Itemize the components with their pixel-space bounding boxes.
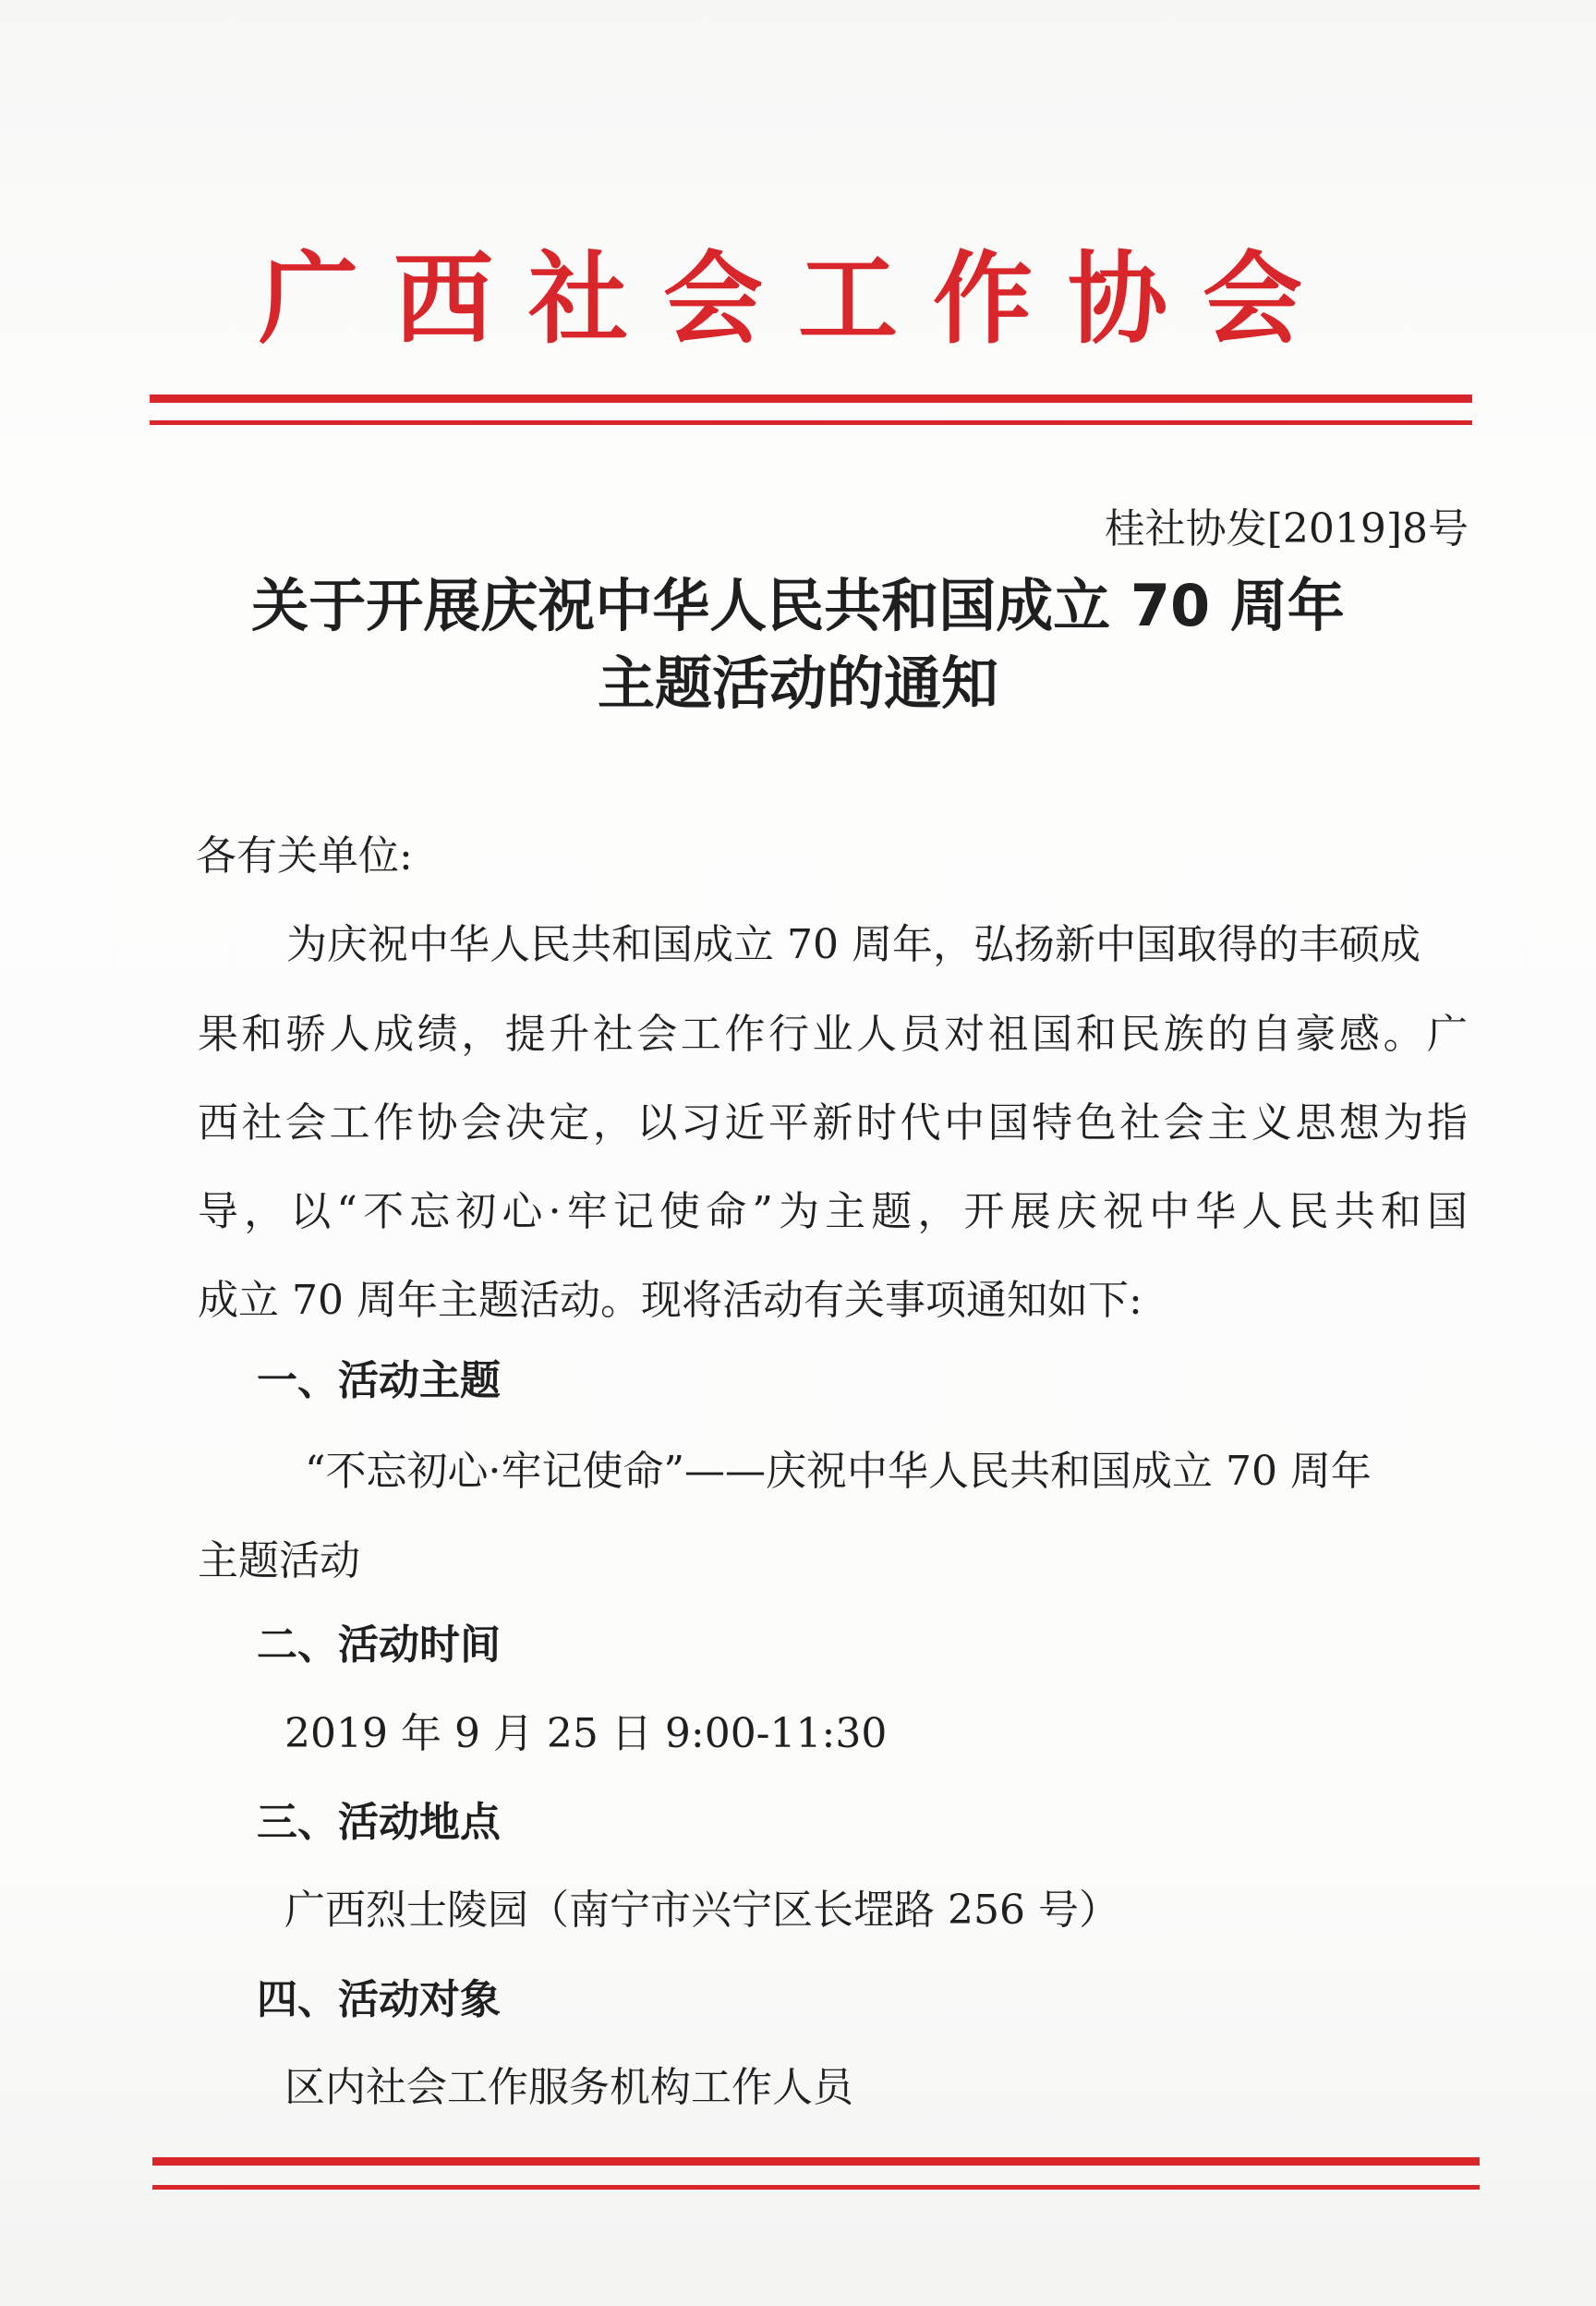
footer-red-rule-thin	[152, 2185, 1480, 2190]
salutation: 各有关单位:	[196, 832, 413, 880]
section-theme-line-1: “不忘初心·牢记使命”——庆祝中华人民共和国成立 70 周年	[305, 1448, 1372, 1495]
intro-line-1: 为庆祝中华人民共和国成立 70 周年，弘扬新中国取得的丰硕成	[286, 921, 1421, 968]
intro-line-2: 果和骄人成绩，提升社会工作行业人员对祖国和民族的自豪感。广	[198, 1011, 1468, 1058]
footer-red-rule-thick	[152, 2157, 1480, 2166]
intro-line-4: 导，以“不忘初心·牢记使命”为主题，开展庆祝中华人民共和国	[198, 1188, 1468, 1235]
notice-title-line-2: 主题活动的通知	[597, 649, 998, 717]
document-number: 桂社协发[2019]8号	[1104, 505, 1469, 552]
letterhead-red-rule-thin	[150, 420, 1472, 425]
section-location-value: 广西烈士陵园（南宁市兴宁区长堽路 256 号）	[284, 1887, 1119, 1934]
notice-title-line-1: 关于开展庆祝中华人民共和国成立 70 周年	[251, 572, 1345, 639]
section-heading-theme: 一、活动主题	[257, 1357, 501, 1404]
section-time-value: 2019 年 9 月 25 日 9:00-11:30	[284, 1710, 888, 1757]
section-audience-value: 区内社会工作服务机构工作人员	[284, 2064, 853, 2111]
intro-line-3: 西社会工作协会决定，以习近平新时代中国特色社会主义思想为指	[198, 1099, 1468, 1147]
letterhead-org-name: 广西社会工作协会	[258, 241, 1337, 358]
intro-line-5: 成立 70 周年主题活动。现将活动有关事项通知如下:	[198, 1277, 1143, 1324]
letterhead-red-rule-thick	[150, 394, 1472, 403]
section-heading-time: 二、活动时间	[257, 1621, 501, 1669]
section-heading-location: 三、活动地点	[257, 1799, 501, 1846]
section-heading-audience: 四、活动对象	[257, 1976, 501, 2023]
section-theme-line-2: 主题活动	[198, 1537, 360, 1584]
